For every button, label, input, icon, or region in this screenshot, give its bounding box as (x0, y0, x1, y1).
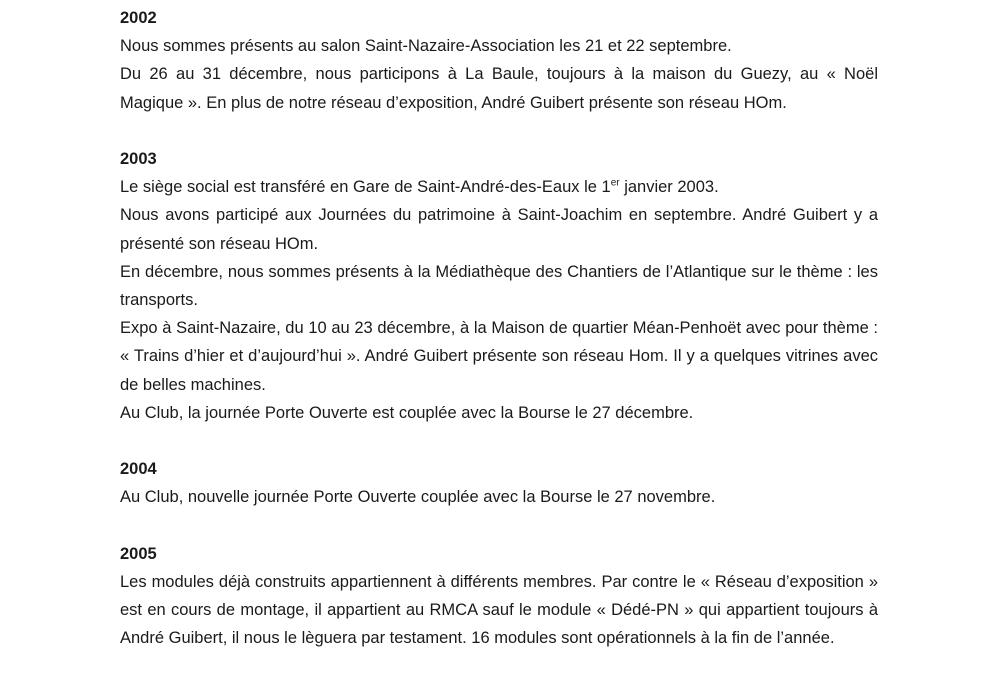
section-spacer (120, 512, 878, 540)
section-2005 (120, 540, 878, 653)
document-page (120, 4, 878, 653)
paragraph: Expo à Saint-Nazaire, du 10 au 23 décembre, à la Maison de quartier Méan-Penhoët avec pour thème : « Trains d’hier et d’aujourd’hui ». André Guibert présente son réseau Hom. Il y a quelques vitrines avec de belles machines. (120, 319, 878, 394)
section-year-heading: 2004 (120, 460, 157, 479)
section-2004 (120, 455, 878, 511)
paragraph-text: janvier 2003. (619, 178, 719, 197)
section-spacer (120, 427, 878, 455)
section-2003 (120, 145, 878, 427)
ordinal-superscript: er (610, 177, 620, 189)
section-2002 (120, 4, 878, 117)
paragraph: Nous sommes présents au salon Saint-Nazaire-Association les 21 et 22 septembre. (120, 37, 732, 56)
paragraph (120, 173, 878, 201)
paragraph: Nous avons participé aux Journées du patrimoine à Saint-Joachim en septembre. André Guibert y a présenté son réseau HOm. (120, 206, 878, 253)
section-year-heading: 2005 (120, 544, 157, 563)
section-year-heading: 2002 (120, 9, 157, 27)
section-spacer (120, 117, 878, 145)
paragraph: Au Club, nouvelle journée Porte Ouverte couplée avec la Bourse le 27 novembre. (120, 488, 716, 507)
paragraph: Du 26 au 31 décembre, nous participons à La Baule, toujours à la maison du Guezy, au « Noël Magique ». En plus de notre réseau d’exposition, André Guibert présente son réseau HOm. (120, 65, 878, 112)
paragraph-text: Le siège social est transféré en Gare de Saint-André-des-Eaux le 1 (120, 178, 611, 197)
paragraph: En décembre, nous sommes présents à la Médiathèque des Chantiers de l’Atlantique sur le thème : les transports. (120, 262, 878, 310)
paragraph: Les modules déjà construits appartiennent à différents membres. Par contre le « Réseau d’exposition » est en cours de montage, il appartient au RMCA sauf le module « Dédé-PN » qui appartient toujours à André Guibert, il nous le lèguera par testament. 16 modules sont opérationnels à la fin de l’année. (120, 573, 878, 648)
section-year-heading: 2003 (120, 150, 157, 168)
paragraph: Au Club, la journée Porte Ouverte est couplée avec la Bourse le 27 décembre. (120, 403, 694, 422)
